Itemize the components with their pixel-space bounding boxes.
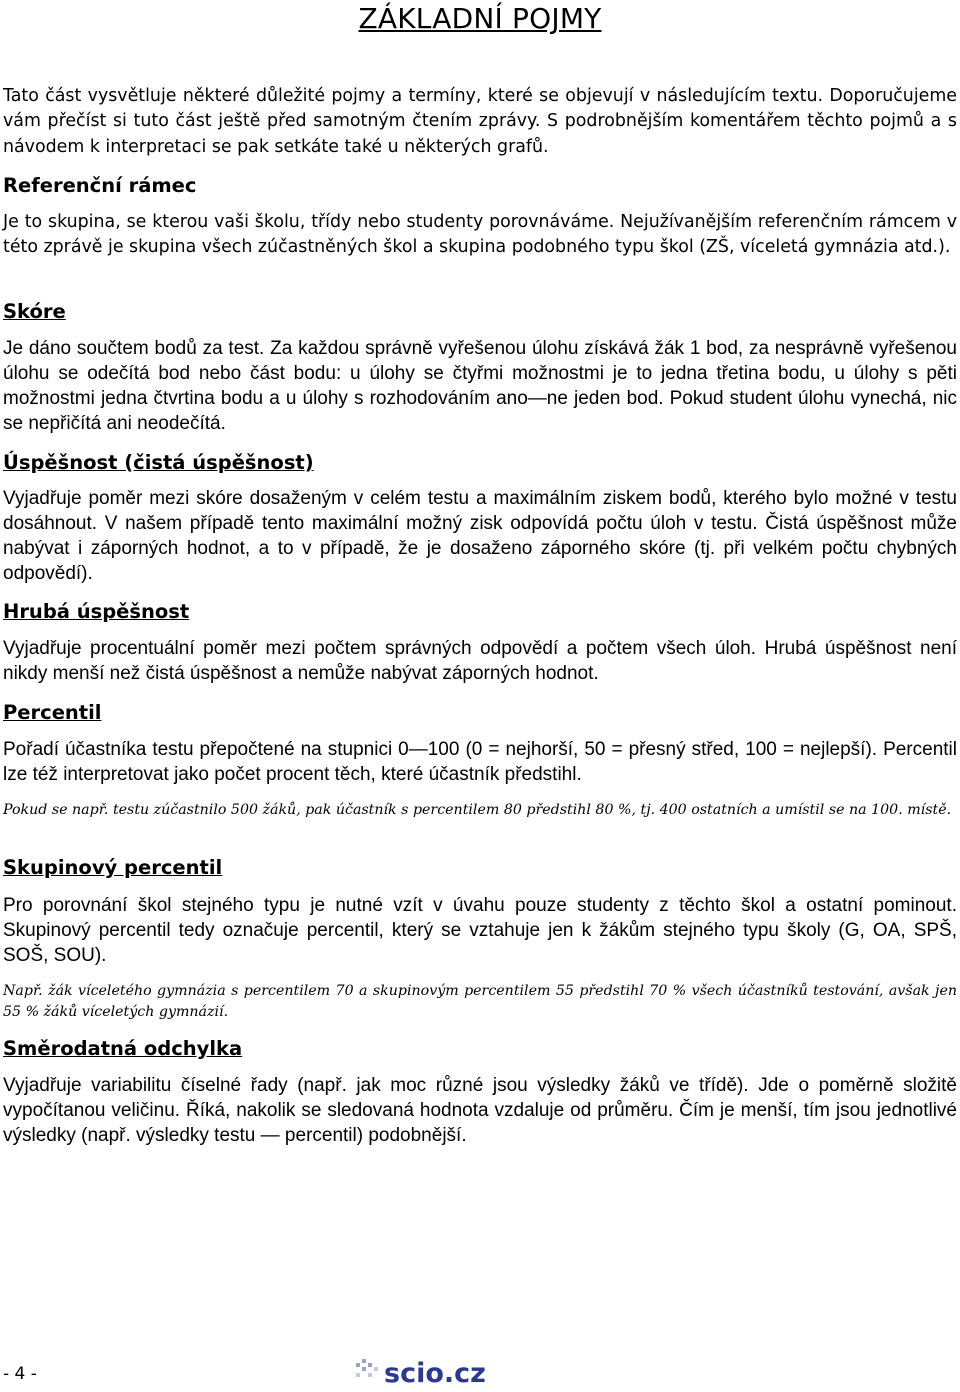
note-skupinovy-percentil: Např. žák víceletého gymnázia s percentilem 70 a skupinovým percentilem 55 předstihl 70 % všech účastníků testování, avšak jen 55 % žáků víceletých gymnázií.: [3, 983, 957, 1020]
paragraph-skupinovy-percentil: Pro porovnání škol stejného typu je nutné vzít v úvahu pouze studenty z těchto škol a ostatní pominout. Skupinový percentil tedy označuje percentil, který se vztahuje jen k žákům stejného typu školy (G, OA, SPŠ, SOŠ, SOU).: [3, 895, 957, 966]
heading-uspesnost: Úspěšnost (čistá úspěšnost): [3, 451, 314, 474]
intro-paragraph: Tato část vysvětluje některé důležité pojmy a termíny, které se objevují v následujícím textu. Doporučujeme vám přečíst si tuto část ještě před samotným čtením zprávy. S podrobnějším komentářem těchto pojmů a s návodem k interpretaci se pak setkáte také u některých grafů.: [3, 86, 957, 157]
paragraph-uspesnost: Vyjadřuje poměr mezi skóre dosaženým v celém testu a maximálním ziskem bodů, kterého bylo možné v testu dosáhnout. V našem případě tento maximální možný zisk odpovídá počtu úloh v testu. Čistá úspěšnost může nabývat i záporných hodnot, a to v případě, že je dosaženo záporného skóre (tj. při velkém počtu chybných odpovědí).: [3, 488, 957, 584]
page-number: - 4 -: [3, 1364, 37, 1384]
heading-smerodatna-odchylka: Směrodatná odchylka: [3, 1037, 243, 1060]
paragraph-smerodatna-odchylka: Vyjadřuje variabilitu číselné řady (např. jak moc různé jsou výsledky žáků ve třídě). Jde o poměrně složitě vypočítanou veličinu. Říká, nakolik se sledovaná hodnota vzdaluje od průměru. Čím je menší, tím jsou jednotlivé výsledky (např. výsledky testu — percentil) podobnější.: [3, 1075, 957, 1146]
heading-hruba-uspesnost: Hrubá úspěšnost: [3, 600, 190, 623]
logo-dots-icon: [356, 1359, 378, 1377]
paragraph-hruba-uspesnost: Vyjadřuje procentuální poměr mezi počtem správných odpovědí a počtem všech úloh. Hrubá úspěšnost není nikdy menší než čistá úspěšnost a nemůže nabývat záporných hodnot.: [3, 638, 957, 684]
logo-text: scio.cz: [384, 1358, 486, 1387]
heading-referencni-ramec: Referenční rámec: [3, 174, 197, 197]
scio-logo-graphic: [354, 1355, 514, 1387]
paragraph-percentil: Pořadí účastníka testu přepočtené na stupnici 0—100 (0 = nejhorší, 50 = přesný střed, 100 = nejlepší). Percentil lze též interpretovat jako počet procent těch, které účastník předstihl.: [3, 739, 957, 785]
heading-percentil: Percentil: [3, 701, 102, 724]
paragraph-skore: Je dáno součtem bodů za test. Za každou správně vyřešenou úlohu získává žák 1 bod, za nesprávně vyřešenou úlohu se odečítá bod nebo část bodu: u úlohy se čtyřmi možnostmi je to jedna třetina bodu, u úlohy s pěti možnostmi jedna čtvrtina bodu a u úlohy s rozhodováním ano—ne jeden bod. Pokud student úlohu vynechá, nic se nepřičítá ani neodečítá.: [3, 338, 957, 434]
paragraph-referencni-ramec: Je to skupina, se kterou vaši školu, třídy nebo studenty porovnáváme. Nejužívanějším referenčním rámcem v této zprávě je skupina všech zúčastněných škol a skupina podobného typu škol (ZŠ, víceletá gymnázia atd.).: [3, 212, 957, 258]
scio-logo: [354, 1355, 514, 1387]
heading-skore: Skóre: [3, 300, 66, 323]
page-title: ZÁKLADNÍ POJMY: [358, 2, 602, 35]
note-percentil: Pokud se např. testu zúčastnilo 500 žáků, pak účastník s percentilem 80 předstihl 80 %, tj. 400 ostatních a umístil se na 100. místě.: [3, 802, 952, 818]
heading-skupinovy-percentil: Skupinový percentil: [3, 856, 223, 879]
